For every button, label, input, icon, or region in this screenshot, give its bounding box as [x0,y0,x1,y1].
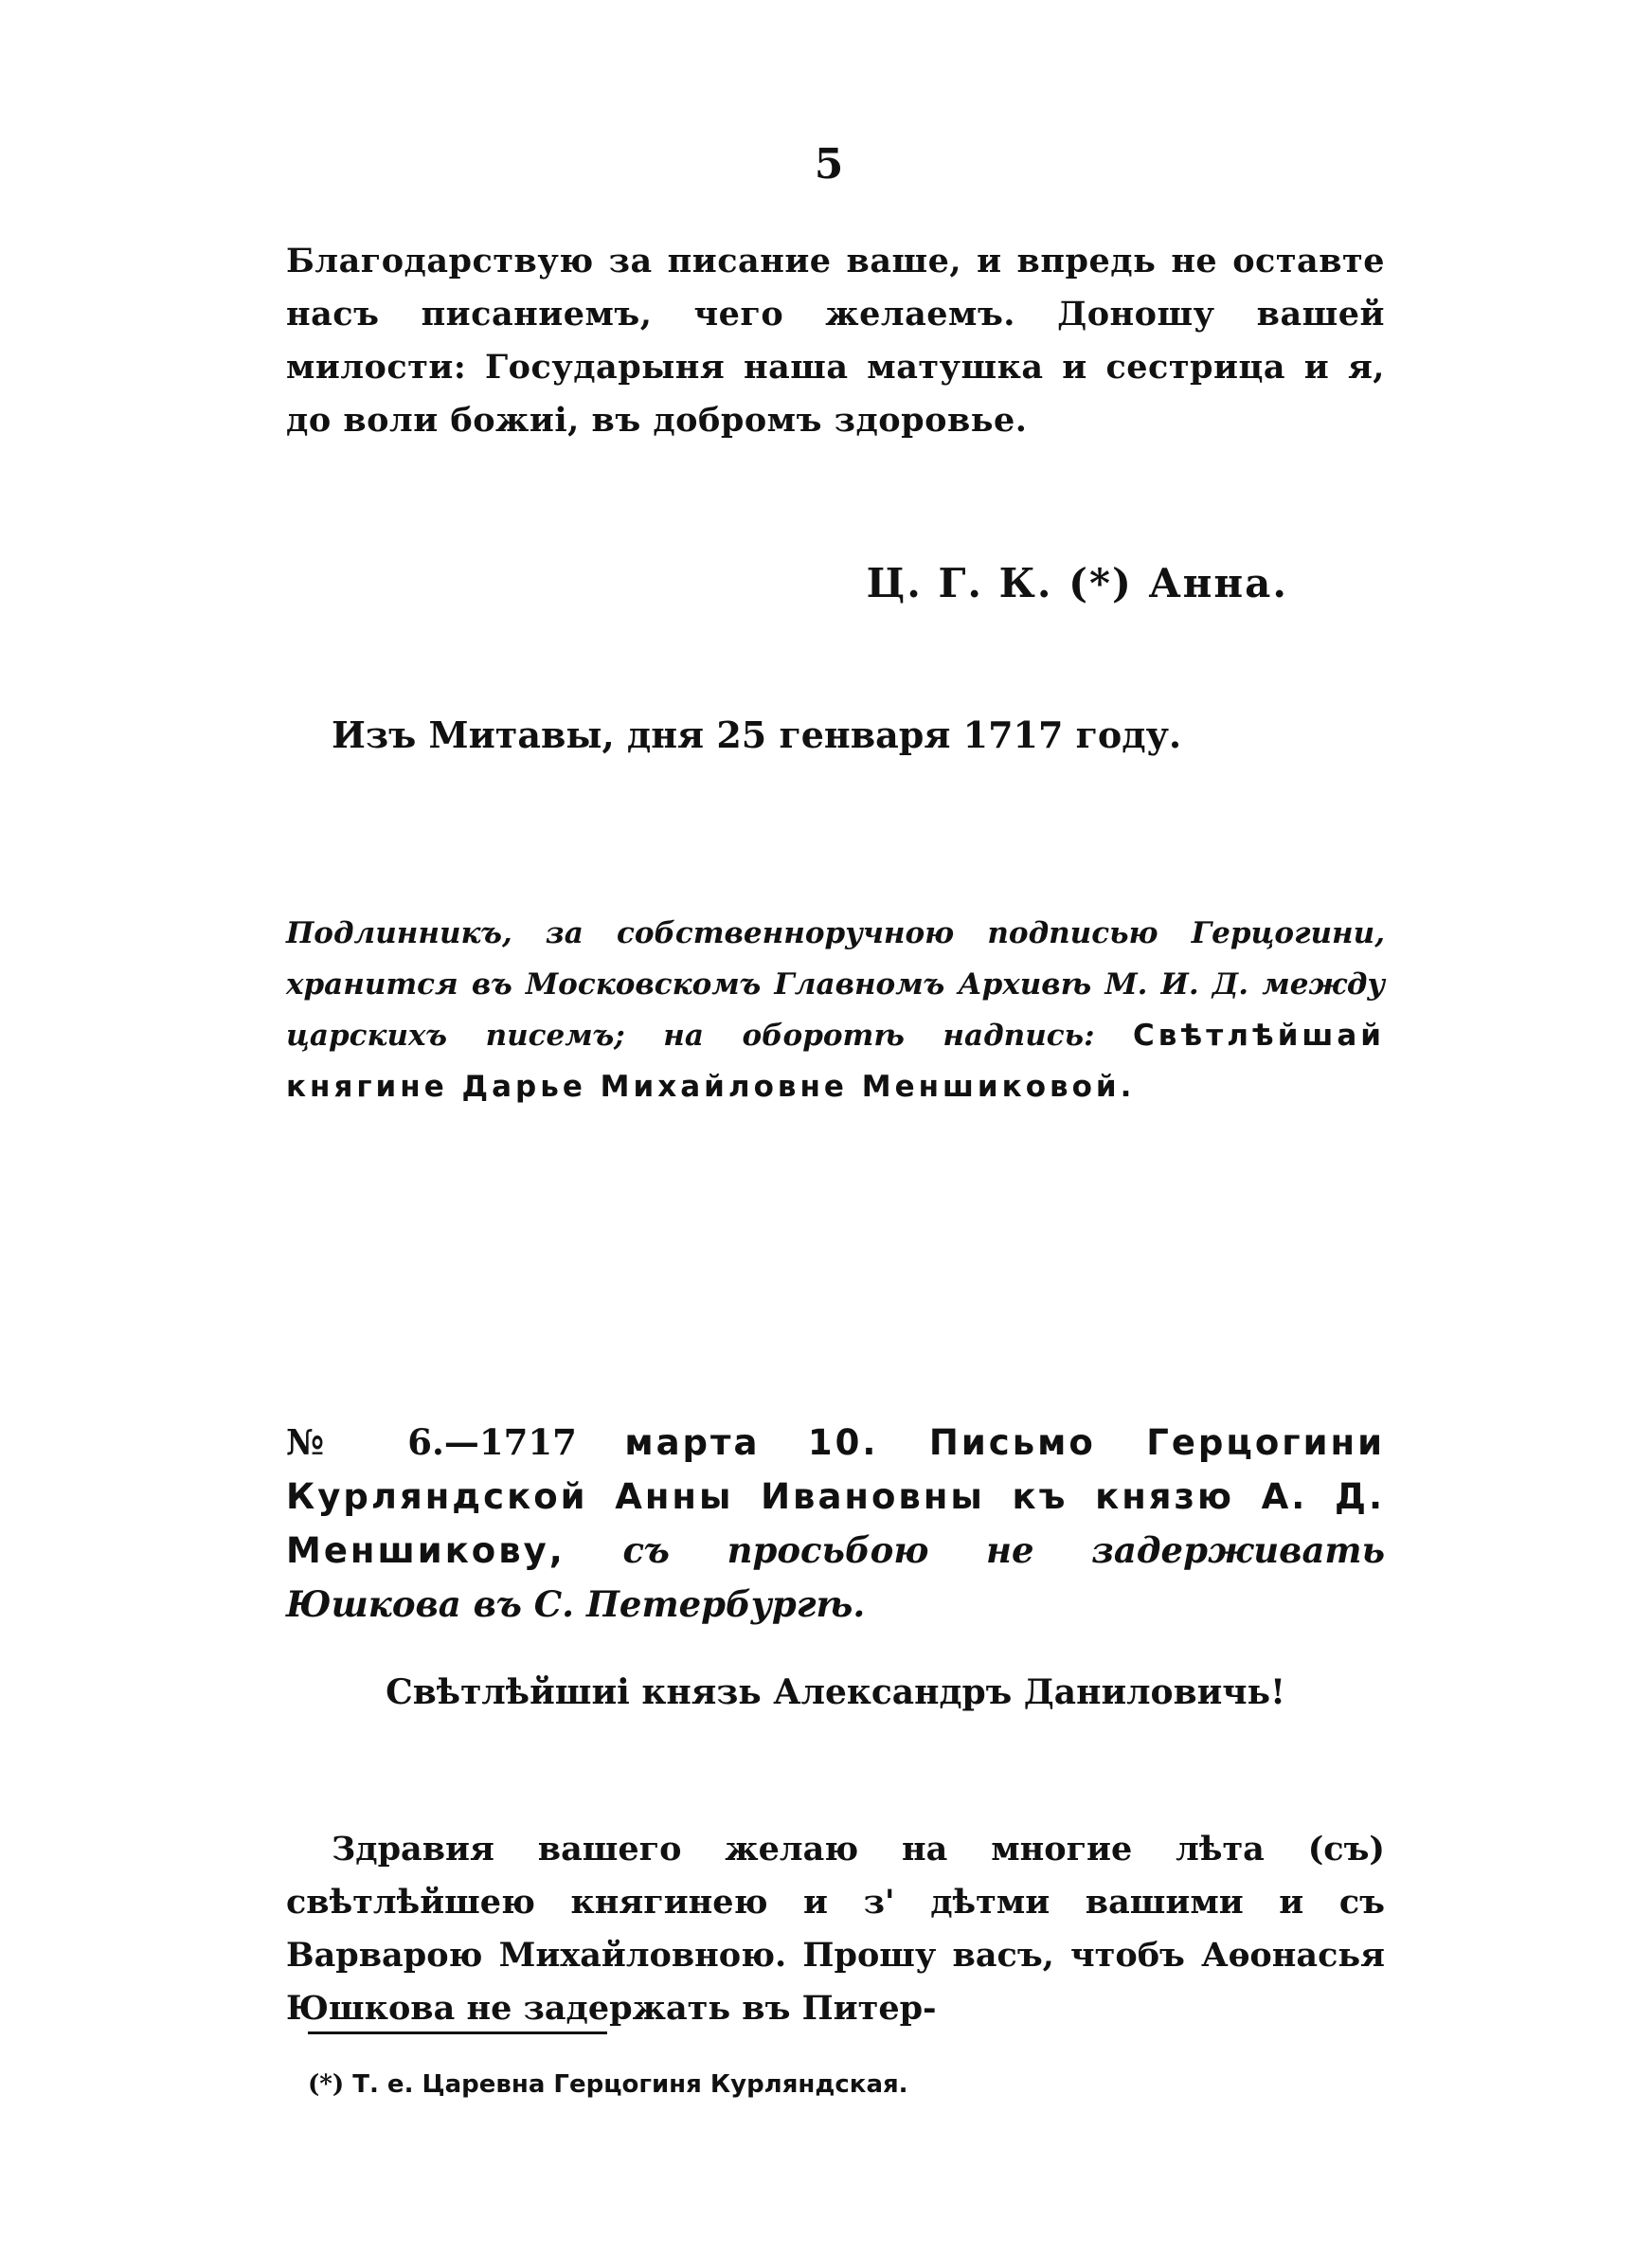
signature: Ц. Г. К. (*) Анна. [866,560,1288,606]
place-date: Изъ Митавы, дня 25 генваря 1717 году. [332,713,1182,756]
document-number: № 6.—1717 [286,1421,577,1463]
archive-note [286,908,1385,1112]
footnote [308,2066,1350,2104]
footnote-marker: (*) [308,2070,345,2099]
document-subtitle: съ просьбою не задерживать Юшкова въ С. Петербургѣ. [286,1529,1385,1625]
letter-body: Здравия вашего желаю на многие лѣта (съ) свѣтлѣйшею княгинею и з' дѣтми вашими и съ Варварою Михайловною. Прошу васъ, чтобъ Аѳонасья Юшкова не задержать въ Питер- [286,1830,1385,2028]
document-title: 10. Письмо Герцогини Курляндской Анны Ивановны къ князю А. Д. Меншикову, [286,1422,1385,1571]
letter-text: Благодарствую за писание ваше, и впредь не оставте насъ писаниемъ, чего желаемъ. Доношу вашей милости: Государыня наша матушка и сестрица и я, до воли божиі, въ добромъ здоровье. [286,242,1385,440]
footnote-divider [308,2031,607,2034]
page-number: 5 [814,140,844,189]
salutation: Свѣтлѣйшиі князь Александръ Даниловичь! [386,1672,1285,1712]
archive-note-inscription: Свѣтлѣйшай княгине Дарье Михайловне Меншиковой. [286,1019,1385,1104]
document-date-word: марта [624,1422,761,1463]
footnote-text: Т. е. Царевна Герцогиня Курляндская. [352,2070,908,2099]
document-heading [286,1416,1385,1631]
archive-note-description: Подлинникъ, за собственноручною подписью Герцогини, хранится въ Московскомъ Главномъ Архивѣ М. И. Д. между царскихъ писемъ; на оборотѣ надпись: [286,916,1385,1053]
